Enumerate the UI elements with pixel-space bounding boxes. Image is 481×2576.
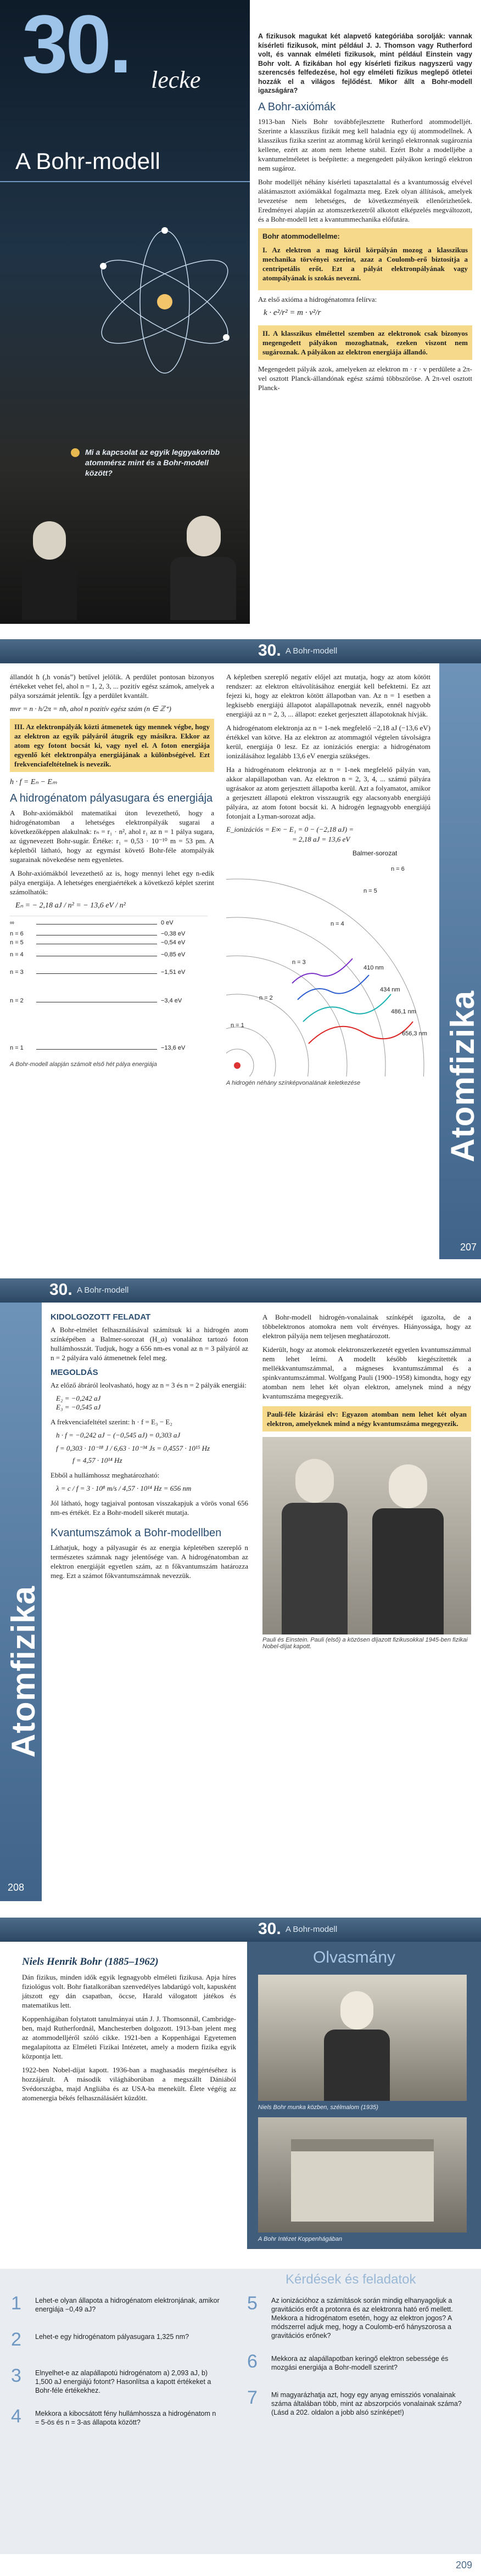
orbit-label: n = 3 [292, 959, 306, 966]
question-item [11, 2329, 220, 2354]
ionization-formula-2: = 2,18 aJ = 13,6 eV [292, 835, 350, 843]
left-intro: állandót ħ (,h vonás”) betűvel jelölik. A perdület pontosan bizonyos értékeket vehet fel, ahol n = 1, 2, 3, ... pozitív egész számok, amelyek a pálya sorszámát jelentik. Így a perdület kvantált. [10, 673, 214, 700]
page-207 [0, 639, 481, 1259]
page-208 [0, 1278, 481, 1901]
header-band-208 [0, 1278, 481, 1303]
side-title: Atomfizika [444, 990, 481, 1163]
question-number: 4 [11, 2406, 21, 2427]
pauli-note-box [262, 1406, 471, 1431]
energy-level-n: n = 2 [10, 997, 24, 1004]
energy-level-row [10, 999, 208, 1006]
question-item [247, 2387, 467, 2417]
question-number: 7 [247, 2387, 258, 2408]
worked-task-text: A Bohr-elmélet felhasználásával számítsuk ki a hidrogén atom színképében a Balmer-sorozat (H_α) vonalához tartozó foton hullámhosszát. Tudjuk, hogy a 656 nm-es vonal az n = 3 pályáról az n = 2 pályára való átmenetnek felel meg. [51, 1326, 248, 1362]
question-text: Elnyelhet-e az alapállapotú hidrogénatom a) 2,093 aJ, b) 1,500 aJ energiájú fotont? Hasonlítsa a kapott értékeket a Bohr-féle értékekhez. [35, 2369, 211, 2394]
energy-level-row [10, 1046, 208, 1053]
quantum-section-heading: Kvantumszámok a Bohr-modellben [51, 1527, 222, 1539]
axiom-2: II. A klasszikus elmélettel szemben az elektronok csak bizonyos megengedett pályákon mozoghatnak, ezeken viszont nem sugároznak. A pályákon az elektron energiája állandó. [262, 329, 468, 356]
axioms-heading: A Bohr-axiómák [258, 100, 336, 113]
question-item [247, 2293, 467, 2340]
energy-level-row [10, 940, 208, 948]
ionization-formula-1: E_ionizációs = E∞ − E₁ = 0 − (−2,18 aJ) = [226, 825, 354, 833]
wavelength-label: 486,1 nm [391, 1008, 416, 1015]
intro-paragraph: A fizikusok magukat két alapvető kategóriába sorolják: vannak kísérleti fizikusok, mint például J. J. Thomson vagy Rutherford volt, és vannak elméleti fizikusok, mint például Einstein vagy Bohr volt. A fizikában hol egy kísérleti fizikus nagyszerű vagy szerencsés felfedezése, hol egy elméleti fizikus meglepő ötletei hozzák el a világos fejlődést. Mikor állt a Bohr-modell igazságára? [258, 32, 472, 94]
energy-level-value: −1,51 eV [161, 969, 186, 976]
institute-photo [258, 2117, 467, 2233]
frequency-eq-2: f = 4,57 · 10¹⁴ Hz [72, 1456, 122, 1464]
question-number: 3 [11, 2365, 21, 2386]
energy-level-n: n = 3 [10, 969, 24, 976]
orbit-label: n = 6 [391, 866, 405, 872]
solution-text: Az előző ábráról leolvasható, hogy az n = 3 és n = 2 pályák energiái: [51, 1381, 247, 1389]
pauli-einstein-photo [262, 1437, 471, 1634]
header-lesson-label-208: A Bohr-modell [77, 1286, 129, 1295]
levels-caption: A Bohr-modell alapján számolt első hét pálya energiája [10, 1061, 157, 1068]
photo2-caption: A Bohr Intézet Koppenhágában [258, 2236, 343, 2242]
diagram-caption: A hidrogén néhány színképvonalának keletkezése [226, 1080, 361, 1086]
question-number: 1 [11, 2293, 21, 2314]
header-lesson-number-209: 30. [258, 1920, 281, 1938]
section-paragraph-1: A Bohr-axiómákból matematikai úton levezethető, hogy a hidrogénatomban a lehetséges elektronpályák sugarai a következőképpen alakulnak: rₙ = r₁ · n², ahol r₁ az n = 1 pálya sugara, az úgynevezett Bohr-sugár. Értéke: r₁ = 0,53 · 10⁻¹⁰ m = 53 pm. A képletből látható, hogy az egymást követő Bohr-féle atompályák sugarainak növekedése nem egyenletes. [10, 809, 214, 864]
formula-1: mvr = n · h/2π = nħ, ahol n pozitív egész szám (n ∈ ℤ⁺) [10, 704, 171, 713]
question-item [11, 2365, 220, 2395]
lesson-question: Mi a kapcsolat az egyik leggyakoribb atommérsz mint és a Bohr-modell között? [85, 448, 220, 477]
formula-2: h · f = Eₙ − Eₘ [10, 778, 57, 786]
answer-text: Jól látható, hogy tagjaival pontosan visszakapjuk a vörös vonal 656 nm-es értékét. Ez a Bohr-modell sikerét mutatja. [51, 1499, 248, 1517]
pauli-note: Pauli-féle kizárási elv: Egyazon atomban nem lehet két olyan elektron, amelyeknek mind a négy kvantumszáma megegyezik. [267, 1410, 467, 1428]
side-title-208: Atomfizika [5, 1586, 42, 1758]
frequency-calc: h · f = −0,242 aJ − (−0,545 aJ) = 0,303 aJ [56, 1431, 181, 1439]
energy-level-row [10, 952, 208, 960]
header-lesson-label-209: A Bohr-modell [286, 1925, 338, 1934]
energy-level-n: n = 5 [10, 939, 24, 946]
wavelength-label: 410 nm [363, 965, 384, 971]
question-number: 6 [247, 2351, 258, 2372]
lesson-word: lecke [151, 66, 201, 93]
question-box [85, 447, 233, 478]
page-207-right [226, 672, 430, 1086]
energy-formula: Eₙ = − 2,18 aJ / n² = − 13,6 eV / n² [15, 901, 126, 910]
lambda-eq: λ = c / f = 3 · 10⁸ m/s / 4,57 · 10¹⁴ Hz = 656 nm [56, 1484, 192, 1492]
questions-right [247, 2293, 467, 2431]
page-title: A Bohr-modell [15, 148, 160, 174]
header-lesson-label: A Bohr-modell [286, 646, 338, 656]
section-heading: A hidrogénatom pályasugara és energiája [10, 792, 213, 804]
hydrogen-line: Az első axióma a hidrogénatomra felírva: [258, 295, 377, 303]
page-number-209: 209 [456, 2560, 473, 2571]
right-paragraph-1: A képletben szereplő negatív előjel azt mutatja, hogy az atom kötött rendszer: az elektron eltávolításához energiát kell befektetni. Ez azt fejezi ki, hogy az elektron kötött állapotban van. Az n = 1 esetben a legkisebb energiájú állapotot alapállapotnak nevezik, ennél nagyobb energiájú az n = 2, 3, ... állapot: ezeket gerjesztett állapotoknak hívják. [226, 673, 430, 718]
question-number: 5 [247, 2293, 258, 2314]
axioms-paragraph-1: 1913-ban Niels Bohr továbbfejlesztette Rutherford atommodelljét. Szerinte a klasszikus fizikát meg kell haladnia egy új atommodellnek. A klasszikus fizika szerint az atommag körül keringő elektronnak sugároznia kellene, ezért az atom nem lehetne stabil. Ezért Bohr a modelljébe a kvantumelméletet is beépítette: a megengedett pályákon keringő elektron nem sugároz. [258, 117, 472, 172]
side-strip [439, 663, 481, 1259]
right-text-2: Kiderült, hogy az atomok elektronszerkezetét egyetlen kvantumszámmal nem lehet leírni. A modellt később kiegészítették a mellékkvantumszámmal, a mágneses kvantumszámmal és a spinkvantumszámmal. Wolfgang Pauli (1900–1958) kimondta, hogy egy atomban nem lehet két olyan elektron, amelynek mind a négy kvantumszáma megegyezik. [262, 1345, 471, 1400]
orbit-label: n = 1 [231, 1022, 244, 1029]
page-208-right [262, 1312, 471, 1650]
energy-level-row [10, 970, 208, 978]
energy-e3: E₃ = −0,545 aJ [56, 1403, 101, 1411]
axiom-2-box [258, 325, 472, 360]
question-dot-icon [71, 448, 80, 457]
einstein-portrait [165, 510, 242, 620]
header-lesson-number-208: 30. [49, 1281, 72, 1299]
energy-level-value: 0 eV [161, 920, 174, 926]
axiom-1: I. Az elektron a mag körül körpályán mozog a klasszikus mechanika törvényei szerint, azaz a Coulomb-erő biztosítja a centripetális erőt. Ezt a pályát elektronpályának vagy atompályának is szokás nevezni. [262, 245, 468, 282]
bio-paragraph-2: Koppenhágában folytatott tanulmányai után J. J. Thomsonnál, Cambridge-ben, majd Rutherfordnál, Manchesterben dolgozott. 1913-ban jelent meg az atommodelljéről szóló cikke. 1921-ben a Koppenhágai Egyetemen megalapította az Elméleti Fizikai Intézetet, amely a modern fizika egyik központja lett. [22, 2015, 236, 2060]
photo1-caption: Niels Bohr munka közben, szélmalom (1935) [258, 2104, 378, 2111]
question-text: Mekkora az alapállapotban keringő elektron sebessége és mozgási energiája a Bohr-modell szerint? [271, 2355, 449, 2371]
energy-e2: E₂ = −0,242 aJ [56, 1394, 101, 1402]
question-text: Lehet-e olyan állapota a hidrogénatom elektronjának, amikor energiája −0,49 aJ? [35, 2297, 220, 2313]
diagram-title: Balmer-sorozat [353, 849, 398, 857]
energy-level-row [10, 921, 208, 928]
orbit-svg [226, 857, 430, 1076]
questions-panel [0, 2269, 481, 2554]
allowed-orbit-line: Megengedett pályák azok, amelyeken az elektron m · r · v perdülete a 2π-vel osztott Planck-állandónak egész számú többszöröse. A 2π-vel osztott Planck- [258, 364, 472, 392]
header-band-209 [0, 1918, 481, 1942]
axiom-box [258, 228, 472, 290]
page-number-208: 208 [8, 1882, 25, 1893]
page-206-text [258, 32, 472, 397]
energy-level-value: −0,85 eV [161, 951, 186, 958]
question-text: Lehet-e egy hidrogénatom pályasugara 1,325 nm? [35, 2333, 189, 2341]
energy-level-n: n = 1 [10, 1045, 24, 1051]
question-number: 2 [11, 2329, 21, 2350]
lesson-number: 30. [22, 0, 130, 90]
energy-level-row [10, 932, 208, 939]
quantum-section-text: Láthatjuk, hogy a pályasugár és az energia képletében szereplő n természetes számnak nagy jelentősége van. A hidrogénatomban az elektron energiáját egyetlen szám, az n főkvantumszám határozza meg. Ezt a számot főkvantumszámnak nevezzük. [51, 1543, 248, 1580]
energy-level-n: n = 6 [10, 931, 24, 937]
bio-column [22, 1956, 236, 2107]
title-underline [0, 181, 250, 182]
wavelength-label: 656,3 nm [402, 1030, 427, 1037]
page-208-left [51, 1312, 248, 1585]
energy-level-line [36, 973, 157, 974]
header-lesson-number: 30. [258, 641, 281, 659]
bohr-portrait [16, 516, 82, 620]
bio-title: Niels Henrik Bohr (1885–1962) [22, 1956, 159, 1968]
frequency-eq-1: f = 0,303 · 10⁻¹⁸ J / 6,63 · 10⁻³⁴ Js = 0,4557 · 10¹⁵ Hz [56, 1444, 210, 1452]
page-209 [0, 1918, 481, 2576]
axioms-paragraph-2: Bohr modelljét néhány kísérleti tapasztalattal és a kvantumosság elvével alátámasztott axiómákkal fogalmazta meg. Ezek olyan állítások, amelyek levezetése nem lehetséges, de következményeik ellenőrizhetőek. Eredményei alapján az atomszerkezetről alkotott elképzelés megváltozott, és a Bohr-modell lett a kvantummechanika előfutára. [258, 177, 472, 223]
energy-level-n: ∞ [10, 920, 14, 926]
atom-illustration [82, 198, 247, 406]
energy-level-value: −13,6 eV [161, 1045, 186, 1051]
question-text: Az ionizációhoz a számítások során mindig elhanyagoljuk a gravitációs erőt a protonra és az elektronra ható erő mellett. Mekkora a hidrogénatom esetén, hogy az elektron jogos? A módszerrel adjuk meg, hogy a Coulomb-erő hányszorosa a gravitációs erőnek? [271, 2297, 453, 2340]
right-paragraph-3: Ha a hidrogénatom elektronja az n = 1-nek megfelelő pályán van, akkor alapállapotban van. Az elektron n = 2, 3, 4, ... számú pályára ugrásakor az atom gerjesztett állapotba kerül. Azt a folyamatot, amikor a gerjesztett állapotú elektron visszaugrik egy alacsonyabb energiájú pályára, az atom fotont bocsát ki. A hidrogén legnagyobb energiájú fotonjait a Lyman-sorozat adja. [226, 765, 430, 820]
question-text: Mekkora a kibocsátott fény hullámhossza a hidrogénatom n = 5-ös és n = 3-as állapota között? [35, 2410, 216, 2426]
axiom-3-box [10, 719, 214, 772]
question-item [11, 2293, 220, 2318]
photo-caption: Pauli és Einstein. Pauli (első) a közösen díjazott fizikusokkal 1945-ben fizikai Nobel-díjat kapott. [262, 1637, 468, 1650]
orbit-diagram [226, 849, 430, 1080]
section-paragraph-2: A Bohr-axiómákból levezethető az is, hogy mennyi lehet egy n-edik pálya energiája. A lehetséges energiaértékek a következő képlet szerint számolhatók: [10, 869, 214, 896]
question-text: Mi magyarázhatja azt, hogy egy anyag emissziós vonalainak száma általában több, mint az abszorpciós vonalainak száma? (Lásd a 202. oldalon a jobb alsó színképet!) [271, 2391, 462, 2416]
question-item [247, 2351, 467, 2376]
page-number: 207 [460, 1242, 477, 1253]
questions-title: Kérdések és feladatok [286, 2272, 416, 2287]
orbit-label: n = 4 [331, 921, 344, 927]
energy-level-line [36, 924, 157, 925]
reading-title: Olvasmány [313, 1948, 396, 1966]
axioms-label: Bohr atommodellelme: [262, 232, 340, 240]
bio-paragraph-3: 1922-ben Nobel-díjat kapott. 1936-ban a maghasadás megértéséhez is hozzájárult. A második világháborúban a megszállt Dániából Svédországba, majd Angliába és az USA-ba menekült. Élete végéig az atomenergia békés felhasználásáért küzdött. [22, 2066, 236, 2102]
wavelength-label: 434 nm [380, 987, 400, 993]
energy-level-value: −0,54 eV [161, 939, 186, 946]
axiom-3: III. Az elektronpályák közti átmenetek úgy mennek végbe, hogy az elektron az egyik pályáról átugrik egy másikra. Ekkor az atom egy fotont bocsát ki, vagy nyel el. A foton energiája egyenlő két elektronpálya energiájának a különbségével. Ezt frekvenciafeltételnek is nevezik. [14, 723, 210, 768]
questions-left [11, 2293, 220, 2445]
orbit-label: n = 2 [259, 995, 273, 1001]
centripetal-formula: k · e²/r² = m · v²/r [264, 308, 321, 317]
reading-panel [247, 1942, 481, 2249]
right-paragraph-2: A hidrogénatom elektronja az n = 1-nek megfelelő −2,18 aJ (−13,6 eV) értékkel van kötve. Ha az elektron az atommagtól végtelen távolságra kerül, energiája 0 lesz. Ez az ionizációs energia: a hidrogénatom ionizálásához legalább 13,6 eV energia szükséges. [226, 724, 430, 760]
orbit-label: n = 5 [363, 888, 377, 894]
bohr-photo [258, 1975, 467, 2101]
energy-level-value: −0,38 eV [161, 931, 186, 937]
header-band [0, 639, 481, 663]
question-item [11, 2406, 220, 2431]
energy-level-n: n = 4 [10, 951, 24, 958]
lambda-text: Ebből a hullámhossz meghatározható: [51, 1471, 160, 1479]
page-207-left [10, 672, 214, 1068]
page-206 [0, 0, 481, 624]
solution-heading: MEGOLDÁS [51, 1368, 98, 1377]
energy-level-line [36, 1049, 157, 1050]
frequency-condition: A frekvenciafeltétel szerint: h · f = E₃ − E₂ [51, 1418, 172, 1426]
worked-task-heading: KIDOLGOZOTT FELADAT [51, 1312, 151, 1322]
bio-paragraph-1: Dán fizikus, minden idők egyik legnagyobb elméleti fizikusa. Apja híres fiziológus volt. Bohr fiatalkorában szenvedélyes labdarúgó volt, kapusként játszott egy dán csapatban, öccse, Harald válogatott játékos és matematikus lett. [22, 1973, 236, 2009]
energy-level-diagram [10, 916, 208, 1059]
right-text-1: A Bohr-modell hidrogén-vonalainak színképét igazolta, de a többelektronos atomokra nem volt érvényes. Hiányossága, hogy az elektron pályája nem teljesen meghatározott. [262, 1313, 471, 1340]
energy-level-value: −3,4 eV [161, 997, 182, 1004]
